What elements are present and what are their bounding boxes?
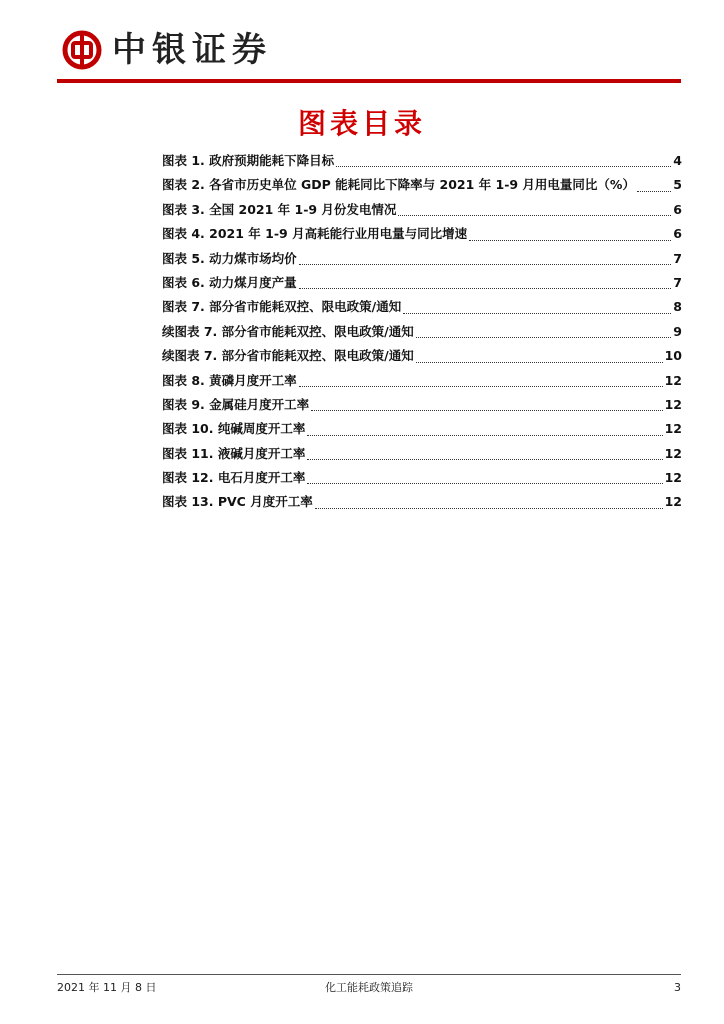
brand-name: 中银证券 (112, 30, 272, 70)
toc-entry-label: 图表 11. 液碱月度开工率 (162, 445, 306, 461)
toc-entry-page: 9 (673, 323, 682, 339)
header-divider (57, 79, 681, 83)
toc-entry[interactable] (162, 468, 682, 492)
toc-entry-page: 12 (664, 494, 682, 510)
toc-entry-page: 10 (664, 348, 682, 364)
footer-report-title: 化工能耗政策追踪 (325, 981, 413, 994)
bank-of-china-logo-icon (62, 30, 102, 70)
toc-dot-leader (336, 165, 671, 167)
toc-entry-page: 4 (673, 153, 682, 168)
toc-entry[interactable] (162, 297, 682, 321)
toc-entry[interactable] (162, 419, 682, 443)
page-header (0, 0, 724, 90)
toc-entry[interactable] (162, 322, 682, 346)
toc-entry-label: 图表 2. 各省市历史单位 GDP 能耗同比下降率与 2021 年 1-9 月用电量同比（%） (162, 177, 635, 193)
toc-dot-leader (307, 482, 662, 484)
toc-entry-page: 7 (673, 274, 682, 290)
toc-dot-leader (398, 214, 671, 216)
toc-entry-page: 6 (673, 201, 682, 217)
toc-dot-leader (637, 190, 671, 192)
toc-dot-leader (307, 458, 662, 460)
toc-entry[interactable] (162, 346, 682, 370)
toc-entry-label: 图表 9. 金属硅月度开工率 (162, 396, 310, 412)
toc-entry-page: 5 (673, 177, 682, 193)
toc-entry[interactable] (162, 371, 682, 395)
toc-dot-leader (307, 434, 662, 436)
toc-entry-page: 7 (673, 250, 682, 266)
toc-dot-leader (403, 312, 671, 314)
footer-page-number: 3 (674, 981, 681, 994)
footer-divider (57, 974, 681, 975)
toc-dot-leader (416, 336, 672, 338)
toc-entry-page: 12 (664, 421, 682, 437)
toc-entry[interactable] (162, 175, 682, 199)
toc-entry-page: 6 (673, 226, 682, 242)
toc-entry-label: 图表 4. 2021 年 1-9 月高耗能行业用电量与同比增速 (162, 226, 468, 242)
toc-entry-label: 图表 6. 动力煤月度产量 (162, 274, 297, 290)
toc-entry[interactable] (162, 395, 682, 419)
toc-entry[interactable] (162, 492, 682, 516)
toc-title: 图表目录 (297, 107, 426, 140)
toc-entry[interactable] (162, 224, 682, 248)
toc-dot-leader (299, 263, 672, 265)
toc-dot-leader (469, 239, 671, 241)
toc-entry-label: 图表 5. 动力煤市场均价 (162, 250, 297, 266)
toc-entry-page: 12 (664, 445, 682, 461)
toc-entry[interactable] (162, 273, 682, 297)
toc-entry-page: 8 (673, 299, 682, 315)
toc-dot-leader (299, 385, 663, 387)
toc-list (162, 151, 682, 517)
toc-entry-label: 续图表 7. 部分省市能耗双控、限电政策/通知 (162, 323, 414, 339)
toc-dot-leader (315, 507, 663, 509)
toc-entry-page: 12 (664, 396, 682, 412)
toc-entry[interactable] (162, 200, 682, 224)
toc-dot-leader (299, 287, 672, 289)
toc-entry-page: 12 (664, 372, 682, 388)
toc-entry-label: 图表 13. PVC 月度开工率 (162, 494, 313, 510)
toc-entry-label: 图表 8. 黄磷月度开工率 (162, 372, 297, 388)
toc-dot-leader (311, 409, 662, 411)
toc-entry-label: 图表 3. 全国 2021 年 1-9 月份发电情况 (162, 201, 397, 217)
toc-entry-label: 图表 10. 纯碱周度开工率 (162, 421, 306, 437)
toc-entry-label: 图表 7. 部分省市能耗双控、限电政策/通知 (162, 299, 402, 315)
toc-entry-page: 12 (664, 470, 682, 486)
toc-entry-label: 图表 12. 电石月度开工率 (162, 470, 306, 486)
toc-entry[interactable] (162, 249, 682, 273)
toc-entry[interactable] (162, 444, 682, 468)
page-footer (57, 980, 681, 996)
toc-entry-label: 续图表 7. 部分省市能耗双控、限电政策/通知 (162, 348, 414, 364)
toc-entry[interactable] (162, 151, 682, 175)
toc-dot-leader (416, 361, 663, 363)
toc-entry-label: 图表 1. 政府预期能耗下降目标 (162, 153, 335, 168)
footer-date: 2021 年 11 月 8 日 (57, 981, 157, 994)
